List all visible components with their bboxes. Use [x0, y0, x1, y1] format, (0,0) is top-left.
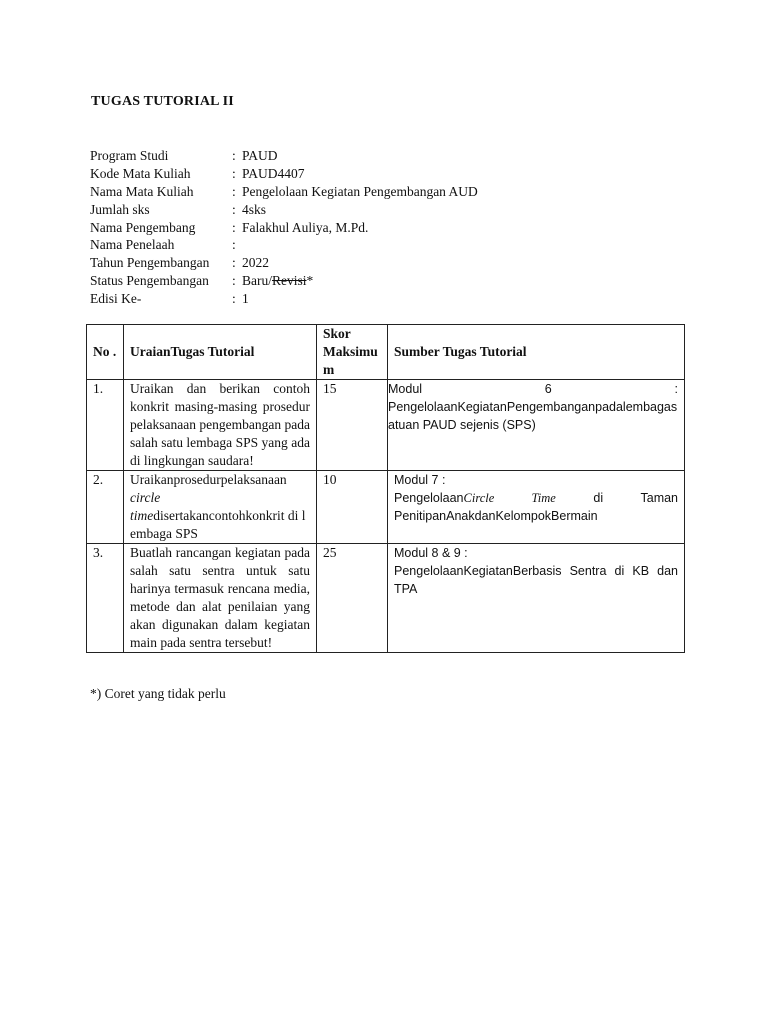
uraian-text-post: disertakancontohkonkrit di lembaga SPS	[130, 508, 306, 541]
cell-sumber	[388, 471, 685, 544]
modul-label: Modul 8 & 9 :	[394, 546, 468, 560]
modul-colon: :	[674, 382, 678, 396]
task-table	[86, 324, 685, 653]
modul-title-post: di Taman PenitipanAnakdanKelompokBermain	[394, 491, 679, 523]
modul-line	[388, 380, 678, 398]
table-row	[87, 471, 685, 544]
uraian-italic-circle: circle	[130, 490, 161, 505]
uraian-italic-time: time	[130, 508, 154, 523]
footnote: *) Coret yang tidak perlu	[90, 686, 226, 701]
info-colon: :	[232, 255, 236, 271]
info-row-nama-penelaah	[90, 236, 478, 254]
info-row-status-pengembangan	[90, 272, 478, 290]
status-asterisk: *	[306, 273, 314, 289]
info-value: 4sks	[242, 201, 267, 217]
info-value: 2022	[242, 255, 269, 271]
info-label: Nama Mata Kuliah	[90, 183, 194, 199]
info-row-nama-pengembang	[90, 219, 478, 237]
header-skor: Skor Maksimu m	[317, 325, 388, 380]
table-row	[87, 544, 685, 653]
course-info	[90, 147, 478, 308]
header-no: No .	[87, 325, 124, 380]
info-colon: :	[232, 201, 236, 217]
cell-uraian: Uraikan dan berikan contoh konkrit masing-masing prosedur pelaksanaan pengembangan pada salah satu lembaga SPS yang ada di lingkungan saudara!	[124, 380, 317, 471]
info-value: PAUD4407	[242, 165, 305, 181]
cell-skor: 10	[317, 471, 388, 544]
table-row	[87, 380, 685, 471]
info-value: PAUD	[242, 148, 278, 163]
uraian-text-pre: Uraikanprosedurpelaksanaan	[130, 472, 287, 487]
cell-uraian	[124, 471, 317, 544]
info-colon: :	[232, 148, 236, 163]
cell-skor: 15	[317, 380, 388, 471]
info-colon: :	[232, 165, 236, 181]
cell-no: 1.	[87, 380, 124, 471]
info-value: Pengelolaan Kegiatan Pengembangan AUD	[242, 183, 478, 199]
info-row-tahun-pengembangan	[90, 254, 478, 272]
info-value: 1	[242, 291, 249, 307]
modul-title	[394, 489, 678, 525]
info-colon: :	[232, 183, 236, 199]
cell-sumber	[388, 380, 685, 471]
info-colon: :	[232, 237, 236, 253]
header-uraian: UraianTugas Tutorial	[124, 325, 317, 380]
info-label: Status Pengembangan	[90, 273, 209, 289]
modul-label: Modul 7 :	[394, 473, 446, 487]
info-colon: :	[232, 219, 236, 235]
modul-number: 6	[544, 382, 552, 396]
header-sumber: Sumber Tugas Tutorial	[388, 325, 685, 380]
status-revisi-struck: Revisi	[272, 273, 307, 289]
info-row-kode-mata-kuliah	[90, 165, 478, 183]
info-colon: :	[232, 291, 236, 307]
cell-sumber	[388, 544, 685, 653]
info-row-nama-mata-kuliah	[90, 183, 478, 201]
cell-uraian: Buatlah rancangan kegiatan pada salah satu sentra untuk satu harinya termasuk rencana media, metode dan alat penilaian yang akan digunakan dalam kegiatan main pada sentra tersebut!	[124, 544, 317, 653]
info-label: Program Studi	[90, 148, 169, 163]
info-value: Falakhul Auliya, M.Pd.	[242, 219, 369, 235]
status-baru: Baru/	[242, 273, 272, 289]
info-label: Edisi Ke-	[90, 291, 142, 307]
cell-no: 2.	[87, 471, 124, 544]
modul-title: PengelolaanKegiatanBerbasis Sentra di KB dan TPA	[394, 564, 678, 596]
info-row-program-studi	[90, 147, 478, 165]
cell-no: 3.	[87, 544, 124, 653]
info-label: Jumlah sks	[90, 201, 150, 217]
document-title: TUGAS TUTORIAL II	[91, 94, 234, 109]
info-colon: :	[232, 273, 236, 289]
info-value	[242, 272, 313, 290]
info-label: Tahun Pengembangan	[90, 255, 210, 271]
info-label: Nama Penelaah	[90, 237, 175, 253]
table-header-row	[87, 325, 685, 380]
modul-title-pre: Pengelolaan	[394, 491, 464, 505]
info-row-edisi	[90, 290, 478, 308]
modul-word: Modul	[388, 382, 423, 396]
info-label: Nama Pengembang	[90, 219, 196, 235]
modul-title: PengelolaanKegiatanPengembanganpadalembagasatuan PAUD sejenis (SPS)	[388, 400, 678, 432]
info-row-jumlah-sks	[90, 201, 478, 219]
modul-title-italic: Circle Time	[463, 491, 556, 505]
cell-skor: 25	[317, 544, 388, 653]
info-label: Kode Mata Kuliah	[90, 165, 191, 181]
